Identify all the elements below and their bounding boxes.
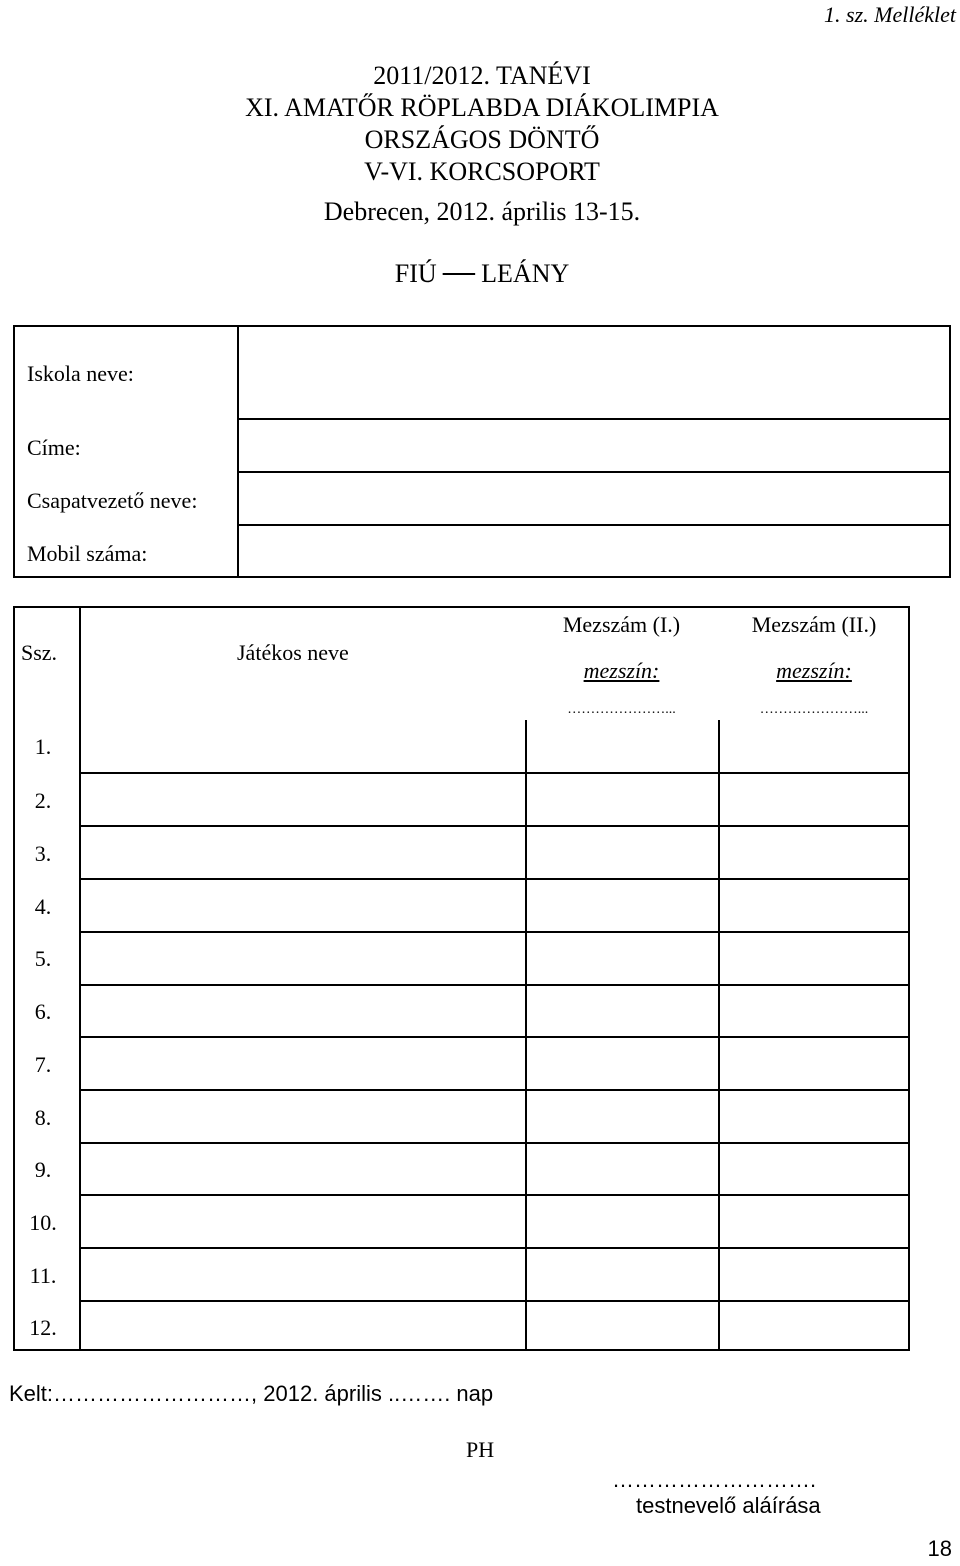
row-line: [79, 984, 908, 986]
school-info-form: [13, 325, 951, 578]
mobile-label: Mobil száma:: [27, 541, 148, 566]
stamp-label: PH: [466, 1437, 495, 1462]
address-label: Címe:: [27, 435, 81, 460]
gender-separator: [437, 259, 482, 289]
annex-label: 1. sz. Melléklet: [824, 2, 956, 27]
header-year: 2011/2012. TANÉVI: [373, 61, 591, 90]
row-line: [79, 878, 908, 880]
row-line: [79, 1142, 908, 1144]
row-line: [79, 825, 908, 827]
school-name-label: Iskola neve:: [27, 361, 134, 386]
header-age-group: V-VI. KORCSOPORT: [364, 157, 600, 186]
row-number: 7.: [34, 1052, 52, 1077]
row-number: 2.: [34, 788, 52, 813]
signature-label: testnevelő aláírása: [636, 1493, 821, 1518]
signature-line[interactable]: ……………………….: [612, 1467, 817, 1492]
col-header-player-name: Játékos neve: [237, 640, 349, 665]
row-line: [79, 772, 908, 774]
jersey-1-color-label: mezszín:: [583, 658, 660, 683]
row-line: [79, 1036, 908, 1038]
page-number: 18: [927, 1536, 952, 1561]
col-divider: [525, 720, 527, 1349]
row-line: [79, 1089, 908, 1091]
row-number: 9.: [34, 1157, 52, 1182]
school-name-field[interactable]: [239, 327, 949, 418]
gender-girl[interactable]: LEÁNY: [481, 259, 570, 288]
col-header-jersey-1: Mezszám (I.): [562, 612, 681, 637]
header-final: ORSZÁGOS DÖNTŐ: [364, 125, 600, 154]
row-line: [79, 931, 908, 933]
address-field[interactable]: [239, 420, 949, 471]
gender-boy[interactable]: FIÚ: [394, 259, 437, 288]
row-number: 1.: [34, 734, 52, 759]
col-header-number: Ssz.: [21, 640, 58, 665]
row-number: 3.: [34, 841, 52, 866]
col-header-jersey-2: Mezszám (II.): [751, 612, 877, 637]
header-place-date: Debrecen, 2012. április 13-15.: [323, 197, 641, 226]
row-number: 5.: [34, 946, 52, 971]
row-line: [79, 1247, 908, 1249]
jersey-2-color-field[interactable]: …………………...: [759, 702, 869, 717]
players-table: [13, 606, 910, 1351]
jersey-2-color-label: mezszín:: [776, 658, 852, 683]
row-number: 8.: [34, 1105, 52, 1130]
row-number: 12.: [29, 1315, 57, 1340]
row-number: 6.: [34, 999, 52, 1024]
col-divider: [718, 720, 720, 1349]
row-number: 11.: [29, 1263, 57, 1288]
mobile-field[interactable]: [239, 526, 949, 576]
date-line[interactable]: Kelt:………………………, 2012. április ..……. nap: [9, 1381, 494, 1406]
col-divider: [79, 608, 81, 1349]
row-line: [79, 1194, 908, 1196]
header-event: XI. AMATŐR RÖPLABDA DIÁKOLIMPIA: [245, 93, 719, 122]
row-number: 10.: [29, 1210, 57, 1235]
team-leader-label: Csapatvezető neve:: [27, 488, 198, 513]
row-line: [79, 1300, 908, 1302]
team-leader-field[interactable]: [239, 473, 949, 524]
jersey-1-color-field[interactable]: …………………...: [567, 702, 676, 717]
gender-choice: [0, 259, 960, 289]
row-number: 4.: [34, 894, 52, 919]
